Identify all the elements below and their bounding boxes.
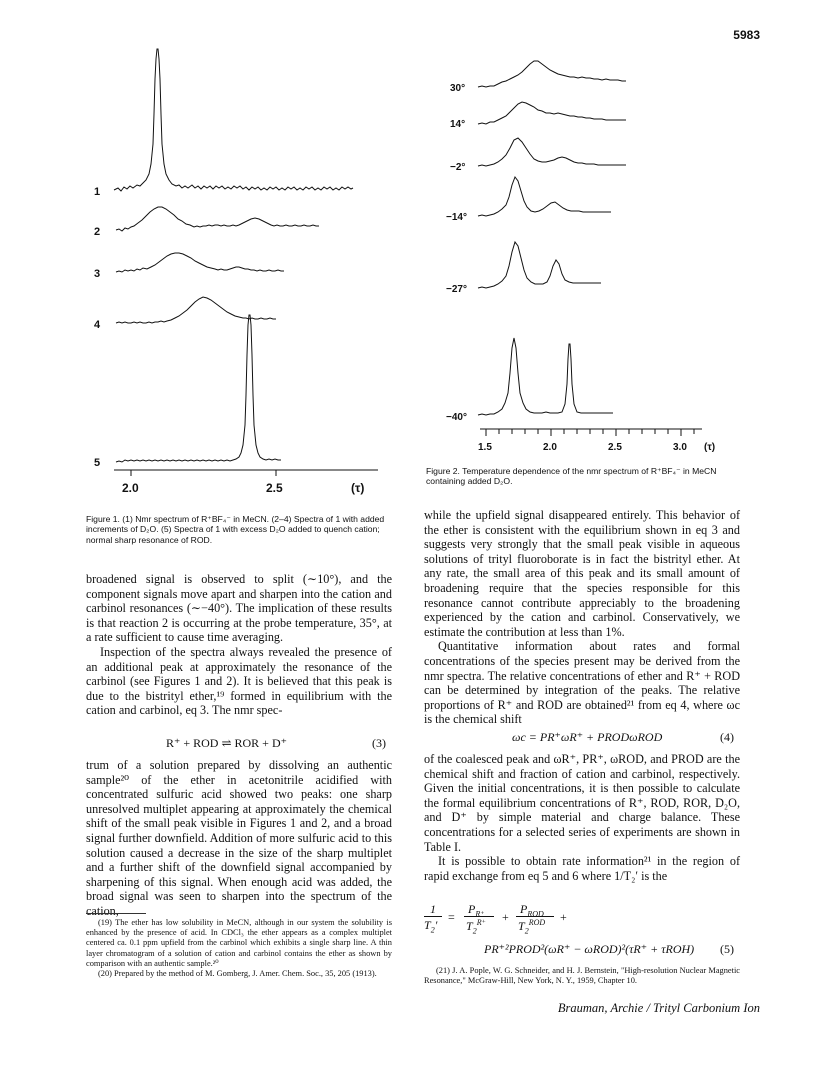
right-footnotes <box>424 966 740 986</box>
figure-1-spectra <box>86 40 392 500</box>
trace-label-minus27deg: −27° <box>446 284 467 295</box>
spectrum-trace-4 <box>116 297 276 323</box>
fig2-axis-unit: (τ) <box>704 442 716 453</box>
trace-label-1: 1 <box>94 186 101 198</box>
running-footer: Brauman, Archie / Trityl Carbonium Ion <box>557 1001 760 1015</box>
right-paragraph-2: Quantitative information about rates and formal concentrations of the species present may be derived from the nmr spectra. The relative concentrations of ether and R⁺ + ROD can be determined by integration of the peaks. The relative proportions of R⁺ and ROD are obtained²¹ from eq 4, where ωc is the chemical shift <box>424 639 740 727</box>
trace-label-5: 5 <box>94 457 101 469</box>
spectrum-trace-minus27 <box>478 242 601 288</box>
trace-label-14deg: 14° <box>450 119 466 130</box>
trace-label-minus40deg: −40° <box>446 412 467 423</box>
equation-5-line-2: PR⁺²PROD²(ωR⁺ − ωROD)²(τR⁺ + τROH) <box>484 942 695 956</box>
fig1-tick-2.5: 2.5 <box>266 481 283 495</box>
fig1-tick-2.0: 2.0 <box>122 481 139 495</box>
left-column-continued <box>86 758 392 919</box>
footnote-rule-left <box>86 913 146 914</box>
spectrum-trace-2 <box>116 207 319 231</box>
equation-3: R⁺ + ROD ⇌ ROR + D⁺ <box>166 736 287 750</box>
fig1-axis-unit: (τ) <box>351 481 365 495</box>
trace-label-2: 2 <box>94 226 101 238</box>
left-paragraph-1: broadened signal is observed to split (∼10°), and the component signals move apart and sharpen into the cation and carbinol resonances (∼−40°). The implication of these results is that reaction 2 is occurring at the probe temperature, 35°, at a rate sufficient to cause time averaging. <box>86 572 392 645</box>
trace-label-4: 4 <box>94 319 101 331</box>
page-number: 5983 <box>733 28 760 42</box>
spectrum-trace-minus40 <box>478 338 613 415</box>
equation-5-number: (5) <box>720 942 734 956</box>
trace-label-30deg: 30° <box>450 83 466 94</box>
fig2-tick-1.5: 1.5 <box>478 442 492 453</box>
right-paragraph-1: while the upfield signal disappeared entirely. This behavior of the ether is consistent with the equilibrium shown in eq 3 and suggests very strongly that the small peak visible in aqueous solutions of trityl fluoroborate is in fact the bistrityl ether. At any rate, the small area of this peak and its small amount of broadening require that the species responsible for this resonance cannot contribute appreciably to the broadening experienced by the cation and carbinol. Conservatively, we estimate the contribution at less than 1%. <box>424 508 740 639</box>
equation-3-number: (3) <box>372 736 386 750</box>
spectrum-trace-minus2 <box>478 138 626 166</box>
left-paragraph-3: trum of a solution prepared by dissolving an authentic sample²⁰ of the ether in acetonitrile acidified with concentrated sulfuric acid showed two peaks: one sharp unresolved multiplet appearing at approximately the chemical shift of the small peak visible in Figures 1 and 2, and a broad signal further downfield. Addition of more sulfuric acid to this solution caused a decrease in the size of the sharp multiplet and a further shift of the downfield signal accompanied by sharpening of this signal. When enough acid was added, the broad signal was seen to sharpen into the spectrum of the cation, <box>86 758 392 918</box>
fig2-tick-2.0: 2.0 <box>543 442 557 453</box>
figure-1-caption: Figure 1. (1) Nmr spectrum of R⁺BF₄⁻ in MeCN. (2–4) Spectra of 1 with added increments of D₂O. (5) Spectra of 1 with excess D₂O added to quench cation; normal sharp resonance of ROD. <box>86 514 385 545</box>
footnote-19: (19) The ether has low solubility in MeCN, although in our system the solubility is enhanced by the presence of acid. In CDCl₃ the ether appears as a complex multiplet centered ca. 0.1 ppm upfield from the carbinol which exhibits a single sharp line. A thin layer chromatogram of a solution of cation and carbinol contains the ether as shown by comparison with an authentic sample.²⁰ <box>86 918 392 968</box>
trace-label-minus14deg: −14° <box>446 212 467 223</box>
spectrum-trace-5 <box>116 315 281 462</box>
figure-2-spectra <box>420 40 740 470</box>
spectrum-trace-1 <box>114 49 353 191</box>
spectrum-trace-30 <box>478 61 626 87</box>
left-column <box>86 572 392 718</box>
trace-label-minus2deg: −2° <box>450 162 466 173</box>
equation-4: ωc = PR⁺ωR⁺ + PRODωROD <box>512 730 663 744</box>
spectrum-trace-3 <box>116 253 284 272</box>
equation-4-number: (4) <box>720 730 734 744</box>
equation-5: 1 $T_2'$ = $P_{R^+}$ $T_2^{R^+}$ + $P_{ROD}$ $T_2^{ROD}$ + <box>424 902 567 936</box>
fig2-tick-2.5: 2.5 <box>608 442 622 453</box>
footnote-20: (20) Prepared by the method of M. Gomberg, J. Amer. Chem. Soc., 35, 205 (1913). <box>98 969 377 979</box>
left-footnotes <box>86 918 392 979</box>
right-paragraph-3: of the coalesced peak and ωR⁺, PR⁺, ωROD, and PROD are the chemical shift and fraction of cation and carbinol, respectively. Given the initial concentrations, it is then possible to calculate the formal equilibrium concentrations of R⁺, ROD, ROR, D₂O, and D⁺ by simple material and charge balance. These concentrations for a selected series of experiments are shown in Table I. <box>424 752 740 854</box>
right-column <box>424 508 740 727</box>
trace-label-3: 3 <box>94 268 101 280</box>
left-paragraph-2: Inspection of the spectra always revealed the presence of an additional peak at approximately the resonance of the carbinol (see Figures 1 and 2). It is believed that this peak is due to the bistrityl ether,¹⁹ formed in equilibrium with the cation and carbinol, eq 3. The nmr spec- <box>86 644 392 718</box>
right-column-continued <box>424 752 740 883</box>
spectrum-trace-minus14 <box>478 177 611 216</box>
figure-2-caption: Figure 2. Temperature dependence of the nmr spectrum of R⁺BF₄⁻ in MeCN containing added D₂O. <box>426 466 717 487</box>
right-paragraph-4: It is possible to obtain rate information²¹ in the region of rapid exchange from eq 5 and 6 where 1/T₂′ is the <box>424 854 740 883</box>
footnote-21: (21) J. A. Pople, W. G. Schneider, and H. J. Bernstein, "High-resolution Nuclear Magnetic Resonance," McGraw-Hill, New York, N. Y., 1959, Chapter 10. <box>424 966 740 986</box>
fig2-tick-3.0: 3.0 <box>673 442 687 453</box>
spectrum-trace-14 <box>478 102 626 124</box>
